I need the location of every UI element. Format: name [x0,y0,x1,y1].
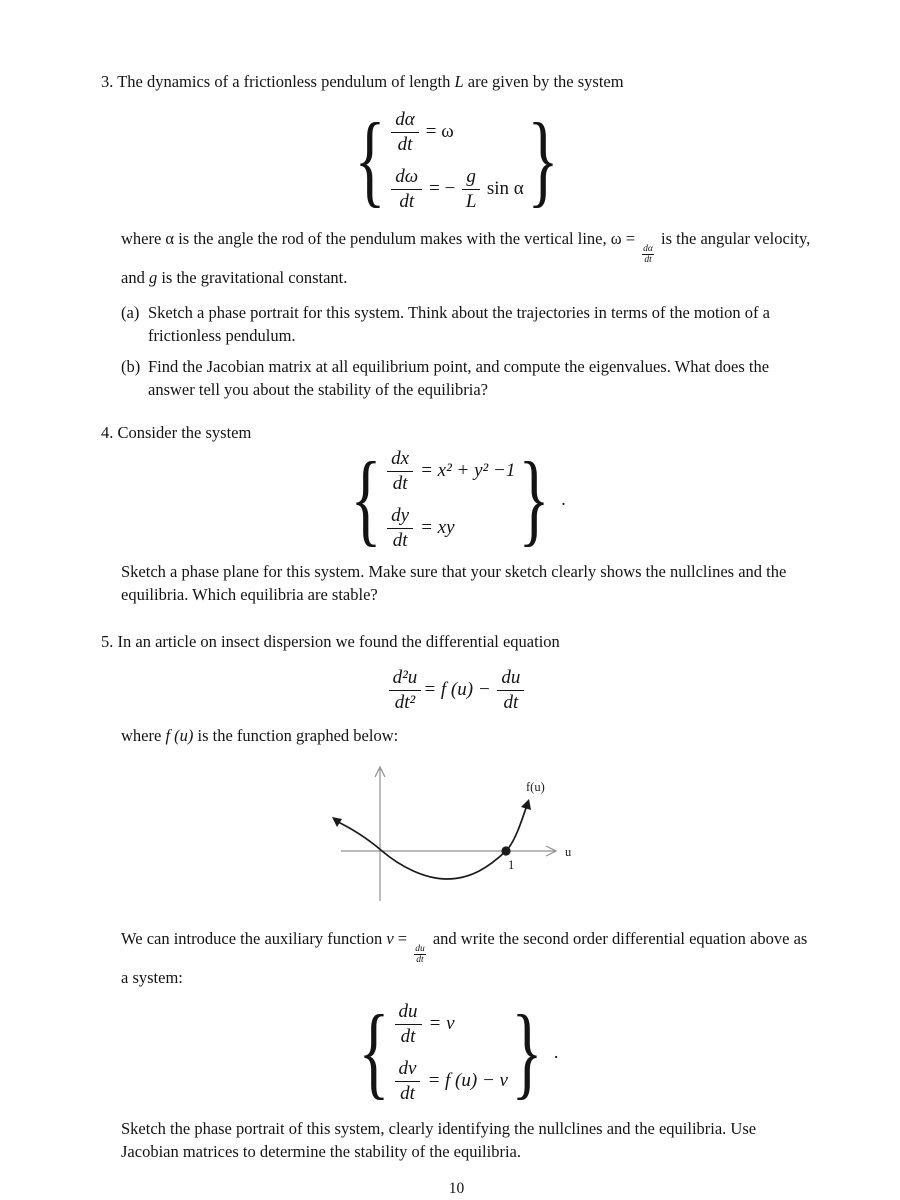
problem-5-aux-paragraph [121,927,812,989]
fraction-g-L: $\frac{g}{L}$ [462,166,480,211]
equation-row-2 [393,1058,508,1103]
left-brace: { [350,441,382,557]
curve-label: f(u) [526,779,545,794]
where-text-post: is the gravitational constant. [157,267,348,287]
problem-3-where-paragraph [121,227,812,289]
part-b-label: (b) [121,356,141,376]
fraction-dx-dt: $\frac{dx}{dt}$ [387,448,413,493]
right-brace: } [527,102,559,218]
right-brace: } [518,441,550,557]
equation-row-1 [393,1001,455,1046]
problem-4-task: Sketch a phase plane for this system. Make sure that your sketch clearly shows the nullclines and the equilibria. Which equilibria are stable? [121,561,787,604]
gravity-variable: g [148,267,158,287]
where-f-post: is the function graphed below: [193,725,399,745]
problem-5-system-equation [101,993,812,1109]
equation-period: . [561,488,566,509]
right-brace: } [511,993,543,1109]
sin-alpha: sin α [486,178,524,199]
length-variable: L [454,72,464,91]
fu-curve [334,802,528,879]
problem-5-where-line [121,724,812,747]
v-variable: v [386,928,394,948]
root-point-dot [501,846,510,855]
curve-right-arrow-icon [521,799,531,810]
aux-equals: = [393,928,412,948]
fraction-du-dt: $\frac{du}{dt}$ [497,667,524,712]
insect-dispersion-equation [101,667,812,712]
equals-fu-minus: = f (u) − [423,678,496,700]
equation-period: . [553,1041,559,1062]
equation-row-2 [385,505,454,550]
problem-3-title [101,70,812,93]
curve-left-arrow-icon [332,817,342,827]
problem-4-title: 4. Consider the system [101,422,252,442]
equals-minus: = − [429,178,456,199]
problem-3-intro-post: are given by the system [463,72,624,91]
rhs-omega: = ω [425,121,454,142]
part-a-label: (a) [121,302,140,322]
left-brace: { [354,102,386,218]
pendulum-system-equation [101,102,812,218]
rhs-v: = v [428,1012,455,1034]
where-f-pre: where [121,725,166,745]
fraction-domega-dt: $\frac{d\omega}{dt}$ [391,166,422,211]
fraction-d2u-dt2: $\frac{\text{d²u}}{\text{dt²}}$ [389,667,422,712]
problem-3-intro-pre: 3. The dynamics of a frictionless pendulum of length [101,72,455,91]
rhs-xy: = xy [420,516,455,538]
u-axis-label: u [565,844,572,859]
problem-5-title: 5. In an article on insect dispersion we found the differential equation [101,631,560,651]
fu-variable: f (u) [165,725,194,745]
equation-row-1 [385,448,515,493]
part-b-text: Find the Jacobian matrix at all equilibrium point, and compute the eigenvalues. What does the answer tell you about the stability of the equilibria? [148,356,770,399]
equation-row-2 [389,166,524,211]
fraction-dy-dt: $\frac{dy}{dt}$ [387,505,413,550]
page-number: 10 [448,1179,465,1197]
where-text-pre: where α is the angle the rod of the pendulum makes with the vertical line, ω = [121,229,640,248]
part-a-text: Sketch a phase portrait for this system. Think about the trajectories in terms of the motion of a frictionless pendulum. [148,302,770,345]
inline-fraction-du-dt: $\frac{du}{dt}$ [415,943,425,966]
problem-3-part-a [121,301,812,347]
fraction-dv-dt: $\frac{dv}{dt}$ [395,1058,421,1103]
problem-5-task: Sketch the phase portrait of this system, clearly identifying the nullclines and the equilibria. Use Jacobian matrices to determine the stability of the equilibria. [121,1118,757,1161]
rhs-x2-y2: = x² + y² −1 [420,459,516,481]
fraction-dalpha-dt: $\frac{d\alpha}{dt}$ [391,109,418,154]
aux-text-pre: We can introduce the auxiliary function [121,928,387,948]
problem-3-part-b [121,355,812,401]
problem-4-system-equation [101,441,812,557]
inline-fraction-dalpha-dt: $\frac{d\alpha}{dt}$ [643,244,653,266]
graph-axes [341,767,556,901]
root-label: 1 [508,857,515,872]
left-brace: { [358,993,390,1109]
rhs-fu-minus-v: = f (u) − v [427,1069,508,1091]
aux-text-post: and write the second order differential equation above as a system: [121,928,808,987]
equation-row-1 [389,109,453,154]
where-text-mid: is the angular velocity, and [121,229,811,287]
fraction-du-dt: $\frac{du}{dt}$ [395,1001,422,1046]
fu-function-graph [329,761,579,909]
